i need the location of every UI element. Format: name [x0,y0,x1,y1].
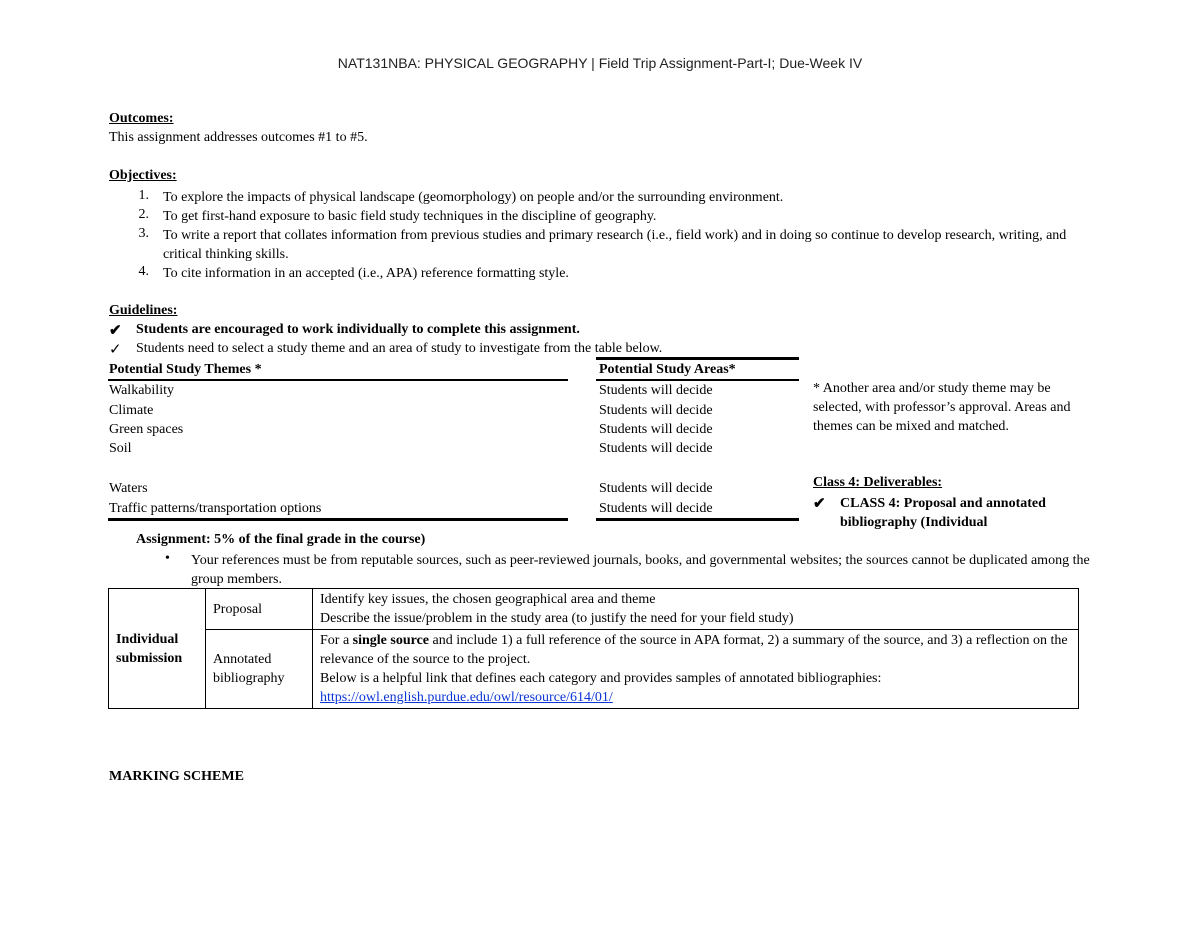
table-rule [108,379,568,381]
proposal-description [313,589,1079,630]
objective-item: To explore the impacts of physical landscape (geomorphology) on people and/or the surrounding environment. [163,190,784,205]
objective-item: To cite information in an accepted (i.e., APA) reference formatting style. [163,266,569,281]
theme-cell: Soil [109,441,132,456]
objective-number: 2. [138,207,149,222]
objective-item: To get first-hand exposure to basic field study techniques in the discipline of geography. [163,209,657,224]
document-header: NAT131NBA: PHYSICAL GEOGRAPHY | Field Trip Assignment-Part-I; Due-Week IV [337,55,863,71]
areas-column-header: Potential Study Areas* [599,362,736,377]
area-cell: Students will decide [599,422,713,437]
outcomes-text: This assignment addresses outcomes #1 to #5. [109,130,368,145]
annotated-bold: single source [352,633,430,648]
annotated-pre: For a [320,633,353,648]
proposal-label: Proposal [206,589,313,630]
theme-cell: Traffic patterns/transportation options [109,501,322,516]
theme-cell: Green spaces [109,422,184,437]
area-cell: Students will decide [599,441,713,456]
outcomes-heading: Outcomes: [109,111,174,126]
table-rule [596,518,799,521]
guideline-item: Students are encouraged to work individually to complete this assignment. [136,322,580,337]
purdue-owl-link[interactable]: https://owl.english.purdue.edu/owl/resource/614/01/ [320,690,613,705]
themes-column-header: Potential Study Themes * [109,362,262,377]
area-cell: Students will decide [599,403,713,418]
deliverables-heading: Class 4: Deliverables: [813,475,943,490]
guideline-item: Students need to select a study theme and an area of study to investigate from the table below. [136,341,663,356]
marking-scheme-heading: MARKING SCHEME [109,769,244,784]
table-rule [596,357,799,360]
objectives-heading: Objectives: [109,168,177,183]
checkmark-icon: ✓ [109,342,122,358]
proposal-line: Identify key issues, the chosen geographical area and theme [320,592,656,607]
annotated-link-intro: Below is a helpful link that defines each category and provides samples of annotated bibliographies: [320,671,882,686]
assignment-title: Assignment: 5% of the final grade in the course) [136,532,426,547]
table-rule [596,379,799,381]
objective-number: 3. [138,226,149,241]
annotated-text [320,631,1071,669]
submission-table [108,588,1079,709]
objective-number: 1. [138,188,149,203]
theme-cell: Climate [109,403,154,418]
annotated-label: Annotated bibliography [206,630,313,709]
assignment-bullet: Your references must be from reputable sources, such as peer-reviewed journals, books, and governmental websites; the sources cannot be duplicated among the group members. [191,553,1090,587]
individual-submission-cell: Individual submission [109,589,206,709]
area-cell: Students will decide [599,481,713,496]
objective-number: 4. [138,264,149,279]
area-cell: Students will decide [599,501,713,516]
theme-cell: Waters [109,481,148,496]
theme-cell: Walkability [109,383,174,398]
guidelines-heading: Guidelines: [109,303,178,318]
deliverable-item: CLASS 4: Proposal and annotated bibliography (Individual [840,496,1046,530]
side-note: * Another area and/or study theme may be selected, with professor’s approval. Areas and themes can be mixed and matched. [813,381,1071,434]
bullet-icon: • [165,551,170,566]
annotated-post: and include 1) a full reference of the source in APA format, 2) a summary of the source, and 3) a reflection on the relevance of the source to the project. [320,633,1068,667]
proposal-line: Describe the issue/problem in the study area (to justify the need for your field study) [320,611,794,626]
table-rule [108,518,568,521]
area-cell: Students will decide [599,383,713,398]
checkmark-icon: ✔ [813,496,826,512]
checkmark-icon: ✔ [109,323,122,339]
annotated-description [313,630,1079,709]
objective-item: To write a report that collates information from previous studies and primary research (i.e., field work) and in doing so continue to develop research, writing, and critical thinking skills. [163,228,1067,262]
